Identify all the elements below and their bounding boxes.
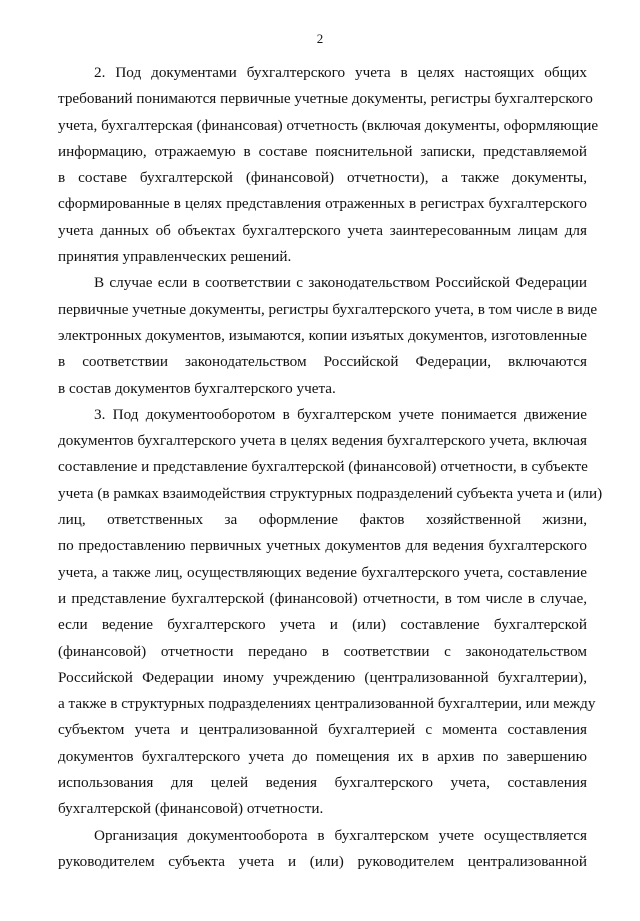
text-line: а также в структурных подразделениях централизованной бухгалтерии, или между [58, 695, 596, 713]
text-line: руководителем субъекта учета и (или) руководителем централизованной [58, 852, 587, 870]
text-line: первичные учетные документы, регистры бухгалтерского учета, в том числе в виде [58, 300, 598, 318]
text-line: информацию, отражаемую в составе пояснительной записки, представляемой [58, 142, 587, 160]
text-line: требований понимаются первичные учетные документы, регистры бухгалтерского [58, 90, 593, 108]
page-number: 2 [316, 31, 324, 46]
text-line: составление и представление бухгалтерской (финансовой) отчетности, в субъекте [58, 458, 588, 476]
text-line: документов бухгалтерского учета в целях ведения бухгалтерского учета, включая [58, 432, 587, 450]
text-line: использования для целей ведения бухгалтерского учета, составления [58, 774, 587, 792]
paragraph-3-document-flow [58, 402, 603, 823]
paragraph-seizure [58, 270, 598, 401]
text-line: Российской Федерации иному учреждению (централизованной бухгалтерии), [58, 668, 587, 686]
text-line: 3. Под документооборотом в бухгалтерском учете понимается движение [94, 405, 587, 423]
paragraph-2-documents [58, 60, 599, 270]
text-line: лиц, ответственных за оформление фактов хозяйственной жизни, [58, 511, 587, 529]
text-line: учета, бухгалтерская (финансовая) отчетность (включая документы, оформляющие [58, 116, 599, 134]
text-line: учета данных об объектах бухгалтерского учета заинтересованным лицам для [58, 221, 587, 239]
text-line: учета (в рамках взаимодействия структурных подразделений субъекта учета и (или) [58, 484, 603, 502]
text-line: в соответствии законодательством Российской Федерации, включаются [58, 353, 587, 371]
document-body [58, 60, 603, 875]
text-line: субъектом учета и централизованной бухгалтерией с момента составления [58, 721, 587, 739]
text-line: если ведение бухгалтерского учета и (или) составление бухгалтерской [58, 616, 587, 634]
text-line: Организация документооборота в бухгалтерском учете осуществляется [94, 826, 587, 844]
text-line: В случае если в соответствии с законодательством Российской Федерации [94, 274, 587, 292]
text-line: 2. Под документами бухгалтерского учета в целях настоящих общих [94, 64, 587, 81]
text-line: по предоставлению первичных учетных документов для ведения бухгалтерского [58, 537, 587, 555]
text-line: в составе бухгалтерской (финансовой) отчетности), а также документы, [58, 169, 587, 187]
text-line: бухгалтерской (финансовой) отчетности. [58, 800, 324, 818]
text-line: и представление бухгалтерской (финансовой) отчетности, в том числе в случае, [58, 589, 587, 607]
paragraph-organization [58, 823, 587, 876]
text-line: документов бухгалтерского учета до помещения их в архив по завершению [58, 747, 587, 765]
text-line: в состав документов бухгалтерского учета. [58, 379, 336, 397]
text-line: электронных документов, изымаются, копии изъятых документов, изготовленные [58, 326, 587, 344]
text-line: сформированные в целях представления отраженных в регистрах бухгалтерского [58, 195, 587, 213]
text-line: принятия управленческих решений. [58, 248, 292, 266]
text-line: (финансовой) отчетности передано в соответствии с законодательством [58, 642, 587, 660]
text-line: учета, а также лиц, осуществляющих ведение бухгалтерского учета, составление [58, 563, 587, 581]
